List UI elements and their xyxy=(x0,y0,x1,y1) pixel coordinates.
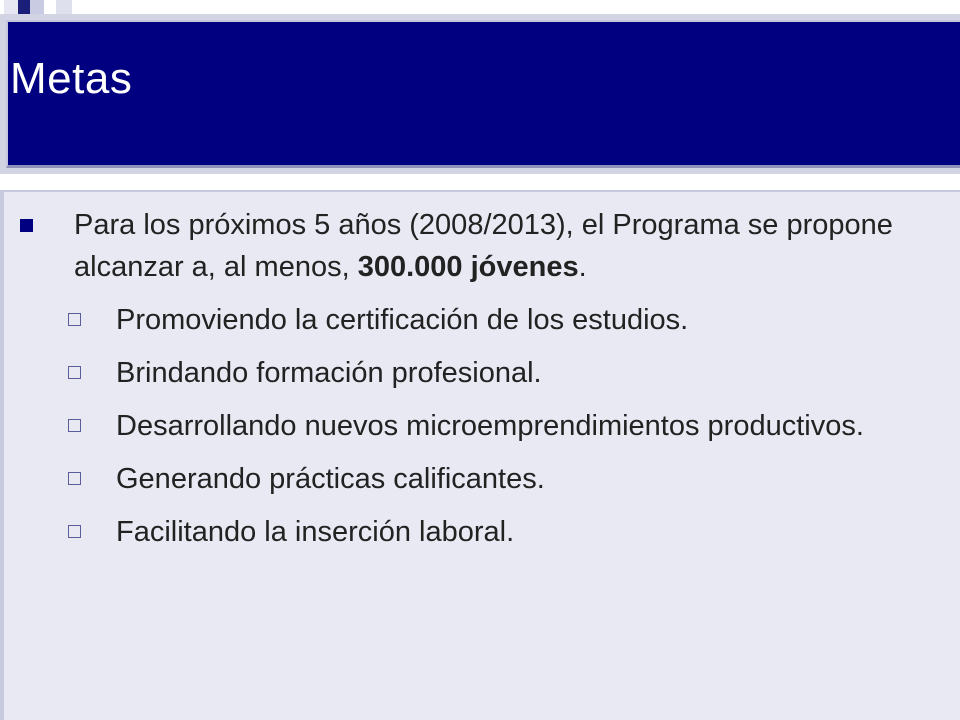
sub-bullet-item xyxy=(64,459,944,499)
hollow-square-bullet-icon xyxy=(68,366,81,379)
sub-bullet-item xyxy=(64,300,944,340)
hollow-square-bullet-icon xyxy=(68,419,81,432)
sub-bullet-label: Promoviendo la certificación de los estudios. xyxy=(116,304,689,336)
corner-decoration xyxy=(56,0,72,14)
title-band xyxy=(6,20,960,168)
corner-decoration xyxy=(18,0,30,14)
main-bullet-text-start: Para los próximos 5 años (2008/2013), el Programa se propone alcanzar a, al menos, xyxy=(74,209,893,283)
main-bullet-text xyxy=(74,204,944,288)
filled-square-bullet-icon xyxy=(20,219,33,232)
sub-bullet-label: Facilitando la inserción laboral. xyxy=(116,516,515,548)
hollow-square-bullet-icon xyxy=(68,525,81,538)
sub-bullet-item xyxy=(64,406,944,446)
hollow-square-bullet-icon xyxy=(68,313,81,326)
sub-bullet-list xyxy=(64,300,944,565)
main-bullet-text-end: . xyxy=(578,251,587,283)
sub-bullet-item xyxy=(64,512,944,552)
sub-bullet-item xyxy=(64,353,944,393)
corner-decoration xyxy=(30,0,44,14)
corner-decoration xyxy=(4,0,18,14)
slide-title: Metas xyxy=(10,54,133,103)
hollow-square-bullet-icon xyxy=(68,472,81,485)
sub-bullet-label: Desarrollando nuevos microemprendimientos productivos. xyxy=(116,410,864,442)
sub-bullet-label: Generando prácticas calificantes. xyxy=(116,463,545,495)
main-bullet-highlight: 300.000 jóvenes xyxy=(357,251,579,283)
sub-bullet-label: Brindando formación profesional. xyxy=(116,357,542,389)
